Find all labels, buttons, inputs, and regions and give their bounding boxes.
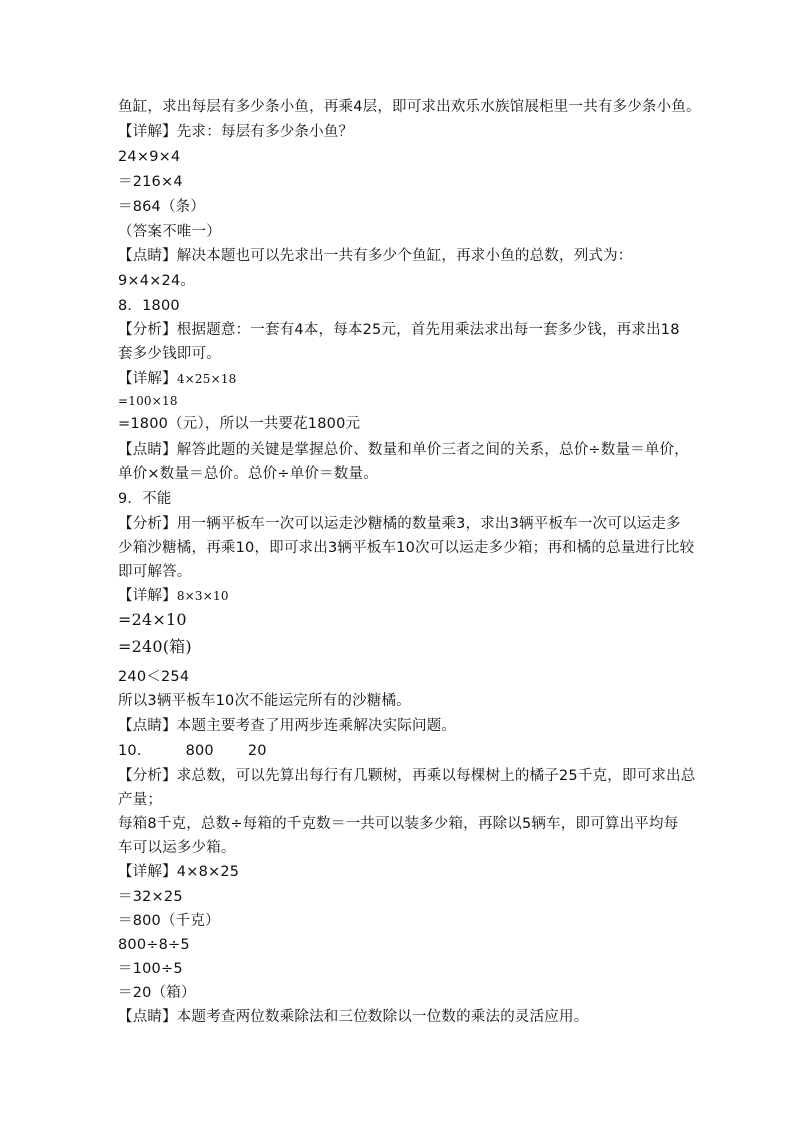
text-line: 车可以运多少箱。 [118,840,236,856]
math-expression: =24×10 [118,610,187,629]
math-expression: =100×18 [118,394,178,408]
text-line: （答案不唯一） [118,224,221,240]
math-expression: 8×3×10 [176,589,229,603]
text-line: ＝32×25 [118,889,183,905]
text-line: 即可解答。 [118,564,192,580]
text-line: 鱼缸，求出每层有多少条小鱼，再乘4层，即可求出欢乐水族馆展柜里一共有多少条小鱼。 [118,99,701,115]
text-line [118,369,237,389]
text-line: 800÷8÷5 [118,937,190,953]
text-line: 【点睛】解答此题的关键是掌握总价、数量和单价三者之间的关系，总价÷数量＝单价， [118,442,689,458]
text-line [118,586,229,606]
text-line: 【分析】根据题意：一套有4本，每本25元，首先用乘法求出每一套多少钱，再求出18 [118,322,680,338]
text-line: ＝800（千克） [118,913,220,929]
text-line: ＝864（条） [118,199,206,215]
text-line: 240＜254 [118,669,190,685]
answer-1: 800 [185,743,214,759]
text-line: 每箱8千克，总数÷每箱的千克数＝一共可以装多少箱，再除以5辆车，即可算出平均每 [118,816,679,832]
answer-2: 20 [247,743,267,759]
text-line: =1800（元），所以一共要花1800元 [118,416,361,432]
math-expression: 4×25×18 [176,372,237,386]
text-line: 产量； [118,792,163,808]
math-expression: =240(箱) [118,637,192,656]
question-number: 9．不能 [118,491,172,507]
text-line: 【分析】求总数，可以先算出每行有几颗树，再乘以每棵树上的橘子25千克，即可求出总 [118,768,696,784]
text-line: 【详解】先求：每层有多少条小鱼？ [118,124,354,140]
text-line: 所以3辆平板车10次不能运完所有的沙糖橘。 [118,693,411,709]
text-line: 套多少钱即可。 [118,346,221,362]
text-line: 【详解】4×8×25 [118,864,240,880]
text-line: 单价×数量＝总价。总价÷单价＝数量。 [118,466,378,482]
detail-label: 【详解】 [118,588,177,604]
text-line: ＝216×4 [118,174,183,190]
text-line: ＝100÷5 [118,961,183,977]
text-line: 24×9×4 [118,149,181,165]
text-line: 【分析】用一辆平板车一次可以运走沙糖橘的数量乘3，求出3辆平板车一次可以运走多 [118,516,681,532]
text-line: 【点睛】本题主要考查了用两步连乘解决实际问题。 [118,718,457,734]
text-line: 少箱沙糖橘，再乘10，即可求出3辆平板车10次可以运走多少箱；再和橘的总量进行比较 [118,540,695,556]
text-line: 【点睛】本题考查两位数乘除法和三位数除以一位数的乘法的灵活应用。 [118,1009,589,1025]
text-line: 【点睛】解决本题也可以先求出一共有多少个鱼缸，再求小鱼的总数，列式为： [118,248,633,264]
text-line: ＝20（箱） [118,985,196,1001]
question-number: 8．1800 [118,298,180,314]
detail-label: 【详解】 [118,371,177,387]
question-label: 10． [118,743,152,759]
question-number [118,741,267,761]
text-line: 9×4×24。 [118,273,196,289]
